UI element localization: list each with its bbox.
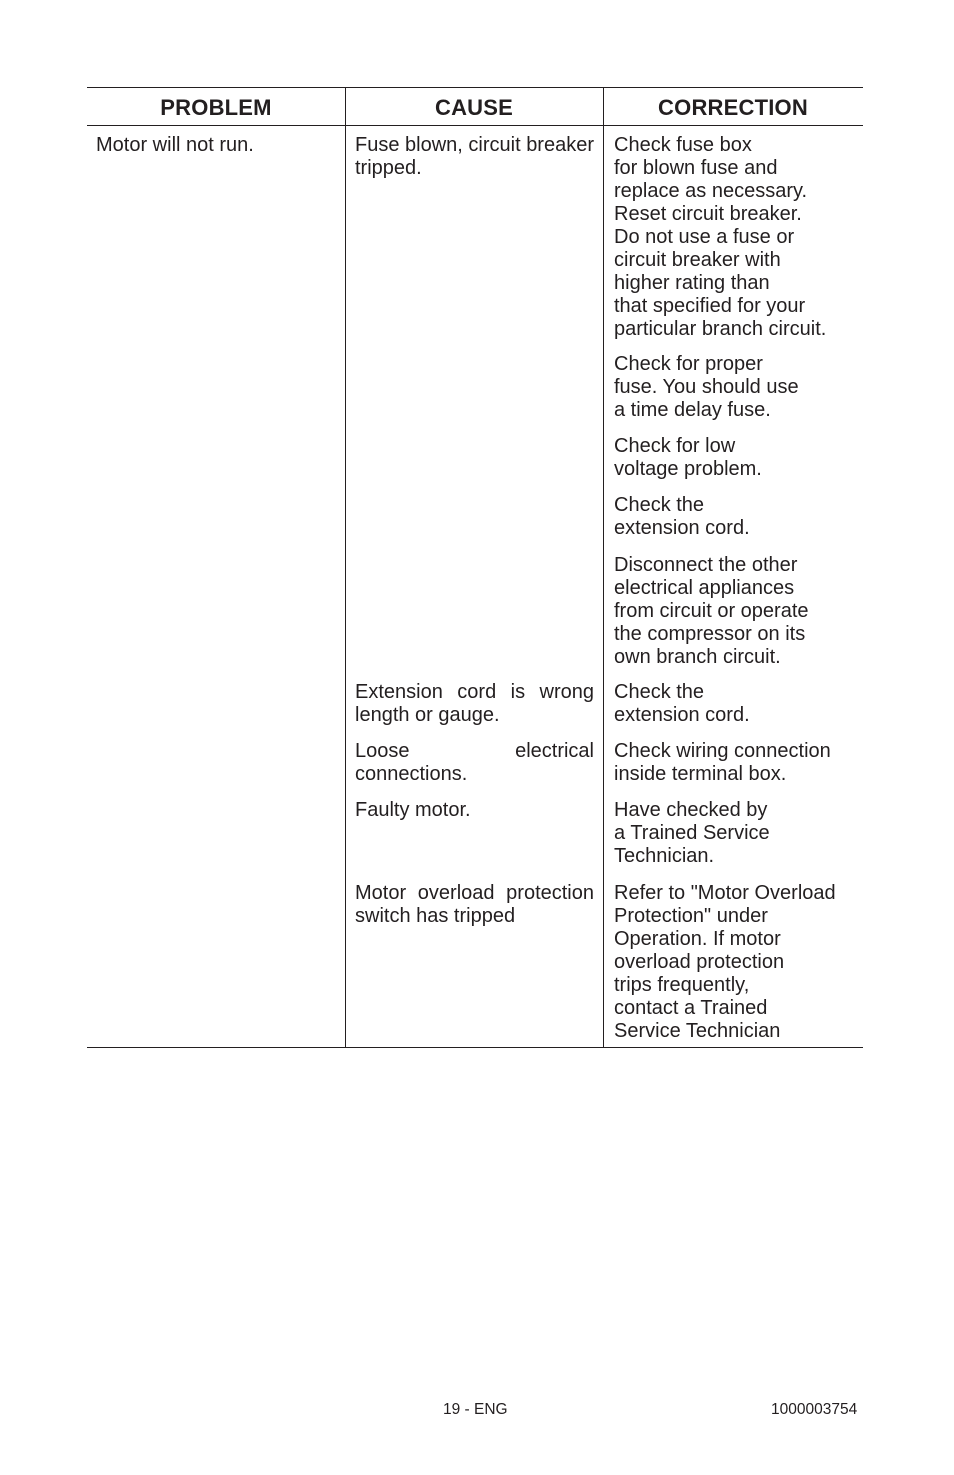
correction-cell: Check for proper fuse. You should use a time delay fuse. [614, 353, 799, 421]
cause-cell: Faulty motor. [355, 799, 471, 821]
correction-cell: Disconnect the other electrical appliances from circuit or operate the compressor on its own branch circuit. [614, 554, 809, 668]
column-divider [345, 88, 346, 1047]
correction-cell: Refer to "Motor Overload Protection" under Operation. If motor overload protection trips frequently, contact a Trained Service Technician [614, 882, 836, 1042]
cause-cell: Extension cord is wrong length or gauge. [355, 681, 594, 726]
header-cause: CAUSE [434, 95, 513, 120]
cause-cell: Loose electrical connections. [355, 740, 594, 785]
correction-cell: Check the extension cord. [614, 494, 750, 539]
document-number: 1000003754 [771, 1401, 858, 1418]
correction-cell: Have checked by a Trained Service Technician. [614, 799, 770, 867]
correction-cell: Check fuse box for blown fuse and replace as necessary. Reset circuit breaker. Do not use a fuse or circuit breaker with higher rating than that specified for your particular branch circuit. [614, 134, 827, 340]
problem-cell: Motor will not run. [96, 134, 254, 156]
column-divider [603, 88, 604, 1047]
cause-cell: Fuse blown, circuit breaker tripped. [355, 134, 594, 179]
header-correction: CORRECTION [658, 95, 808, 120]
troubleshooting-table [87, 87, 863, 1048]
cause-cell: Motor overload protection switch has tripped [355, 882, 594, 927]
header-divider [87, 125, 863, 126]
header-problem: PROBLEM [160, 95, 272, 120]
correction-cell: Check the extension cord. [614, 681, 750, 726]
correction-cell: Check wiring connection inside terminal box. [614, 740, 831, 785]
correction-cell: Check for low voltage problem. [614, 435, 762, 480]
page-number: 19 - ENG [443, 1401, 508, 1418]
